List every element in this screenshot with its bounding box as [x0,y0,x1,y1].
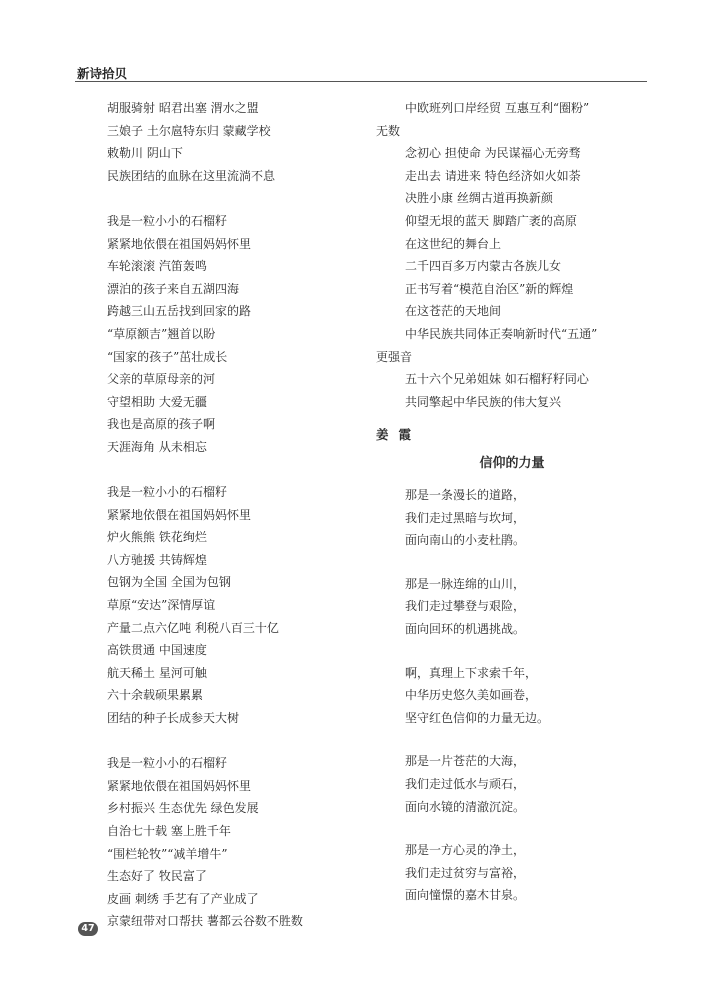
poem-line: 八方驰援 共铸辉煌 [107,552,207,567]
poem-line: 团结的种子长成参天大树 [107,711,240,726]
poem-line: 在这苍茫的天地间 [405,304,502,319]
poem-line: 决胜小康 丝绸古道再换新颜 [405,191,553,206]
poem-line: 我们走过贫穷与富裕， [405,865,526,880]
poem-line: 那是一片苍茫的大海， [405,754,526,769]
poem-line: 我们走过低水与顽石， [405,776,526,791]
stanza [405,750,549,818]
poem-line: 炉火熊熊 铁花绚烂 [107,530,207,545]
poem-line: 车轮滚滚 汽笛轰鸣 [107,259,207,274]
poem-line: 共同擎起中华民族的伟大复兴 [405,394,562,409]
poem-line: 天涯海角 从未相忘 [107,439,207,454]
page-number-badge: 47 [78,922,98,936]
stanza [405,573,549,641]
poem-line: 中华民族共同体正奏响新时代“五通” [405,326,598,341]
poem-line: 我是一粒小小的石榴籽 [107,485,228,500]
poem-line: 皮画 刺绣 手艺有了产业成了 [107,891,259,906]
poem-line: 民族团结的血脉在这里流淌不息 [107,168,276,183]
stanza [405,662,549,730]
poem-line: 面向水镜的清澈沉淀。 [405,799,526,814]
poem-line: 中华历史悠久美如画卷， [405,688,538,703]
poem-line: 生态好了 牧民富了 [107,869,207,884]
poem-line: 仰望无垠的蓝天 脚踏广袤的高原 [405,213,577,228]
poem-line: 守望相助 大爱无疆 [107,394,207,409]
poem-line: “围栏轮牧”“减羊增牛” [107,846,228,861]
poem-line: 父亲的草原母亲的河 [107,372,216,387]
poem-line: 五十六个兄弟姐妹 如石榴籽籽同心 [405,372,589,387]
poem-line: 跨越三山五岳找到回家的路 [107,304,252,319]
poem-line: 我是一粒小小的石榴籽 [107,213,228,228]
author-name: 姜霞 [376,427,422,442]
poem-line: 漂泊的孩子来自五湖四海 [107,281,240,296]
poem-line: 我是一粒小小的石榴籽 [107,756,228,771]
poem-line: 那是一方心灵的净土， [405,843,526,858]
poem-line: 我们走过黑暗与坎坷， [405,510,526,525]
poem-body [405,484,549,928]
poem-line: 紧紧地依偎在祖国妈妈怀里 [107,507,252,522]
stanza [405,839,549,907]
poem-line: 乡村振兴 生态优先 绿色发展 [107,801,259,816]
header-divider [75,81,647,82]
poem-line: 我们走过攀登与艰险， [405,599,526,614]
poem-left-column [107,97,303,933]
poem-line: 自治七十载 塞上胜千年 [107,824,231,838]
poem-line: 在这世纪的舞台上 [405,236,502,251]
poem-line: 二千四百多万内蒙古各族儿女 [405,259,562,274]
poem-line: 我也是高原的孩子啊 [107,417,216,432]
poem-line: 产量二点六亿吨 利税八百三十亿 [107,620,279,635]
poem-line: 六十余载硕果累累 [107,688,204,703]
stanza-gap [107,187,303,210]
poem-line: 面向憧憬的嘉木甘泉。 [405,888,526,903]
poem-line: 紧紧地依偎在祖国妈妈怀里 [107,778,252,793]
poem-line: 京蒙纽带对口帮扶 薯都云谷数不胜数 [107,914,303,929]
poem-line: 那是一脉连绵的山川， [405,576,526,591]
poem-line: 面向南山的小麦杜鹃。 [405,533,526,548]
poem-line: 念初心 担使命 为民谋福心无旁骛 [405,146,581,161]
stanza [405,484,549,552]
poem-line: 坚守红色信仰的力量无边。 [405,710,550,725]
stanza-gap [107,459,303,482]
poem-line: 面向回环的机遇挑战。 [405,621,526,636]
poem-line: 航天稀土 星河可触 [107,665,207,680]
poem-line: 正书写着“模范自治区”新的辉煌 [405,281,574,296]
poem-line: 啊，真理上下求索千年， [405,665,538,680]
poem-line: 高铁贯通 中国速度 [107,643,207,658]
poem-right-column [376,97,648,413]
poem-line: 紧紧地依偎在祖国妈妈怀里 [107,236,252,251]
poem-line: 胡服骑射 昭君出塞 渭水之盟 [107,101,259,115]
poem-line: 中欧班列口岸经贸 互惠互利“圈粉” [405,101,590,115]
poem-line: “国家的孩子”茁壮成长 [107,349,228,364]
poem-line: 无数 [376,123,401,138]
poem-title: 信仰的力量 [479,456,545,471]
poem-line: 走出去 请进来 特色经济如火如荼 [405,168,581,183]
stanza-gap [107,730,303,753]
poem-line: 三娘子 土尔扈特东归 蒙藏学校 [107,123,271,138]
poem-line: 包钢为全国 全国为包钢 [107,575,231,590]
poem-line: “草原额吉”翘首以盼 [107,326,216,341]
poem-line: 敕勒川 阴山下 [107,146,183,161]
poem-line: 草原“安达”深情厚谊 [107,598,216,613]
poem-line: 那是一条漫长的道路， [405,488,526,502]
poem-line: 更强音 [376,349,413,364]
section-title: 新诗拾贝 [77,66,128,81]
